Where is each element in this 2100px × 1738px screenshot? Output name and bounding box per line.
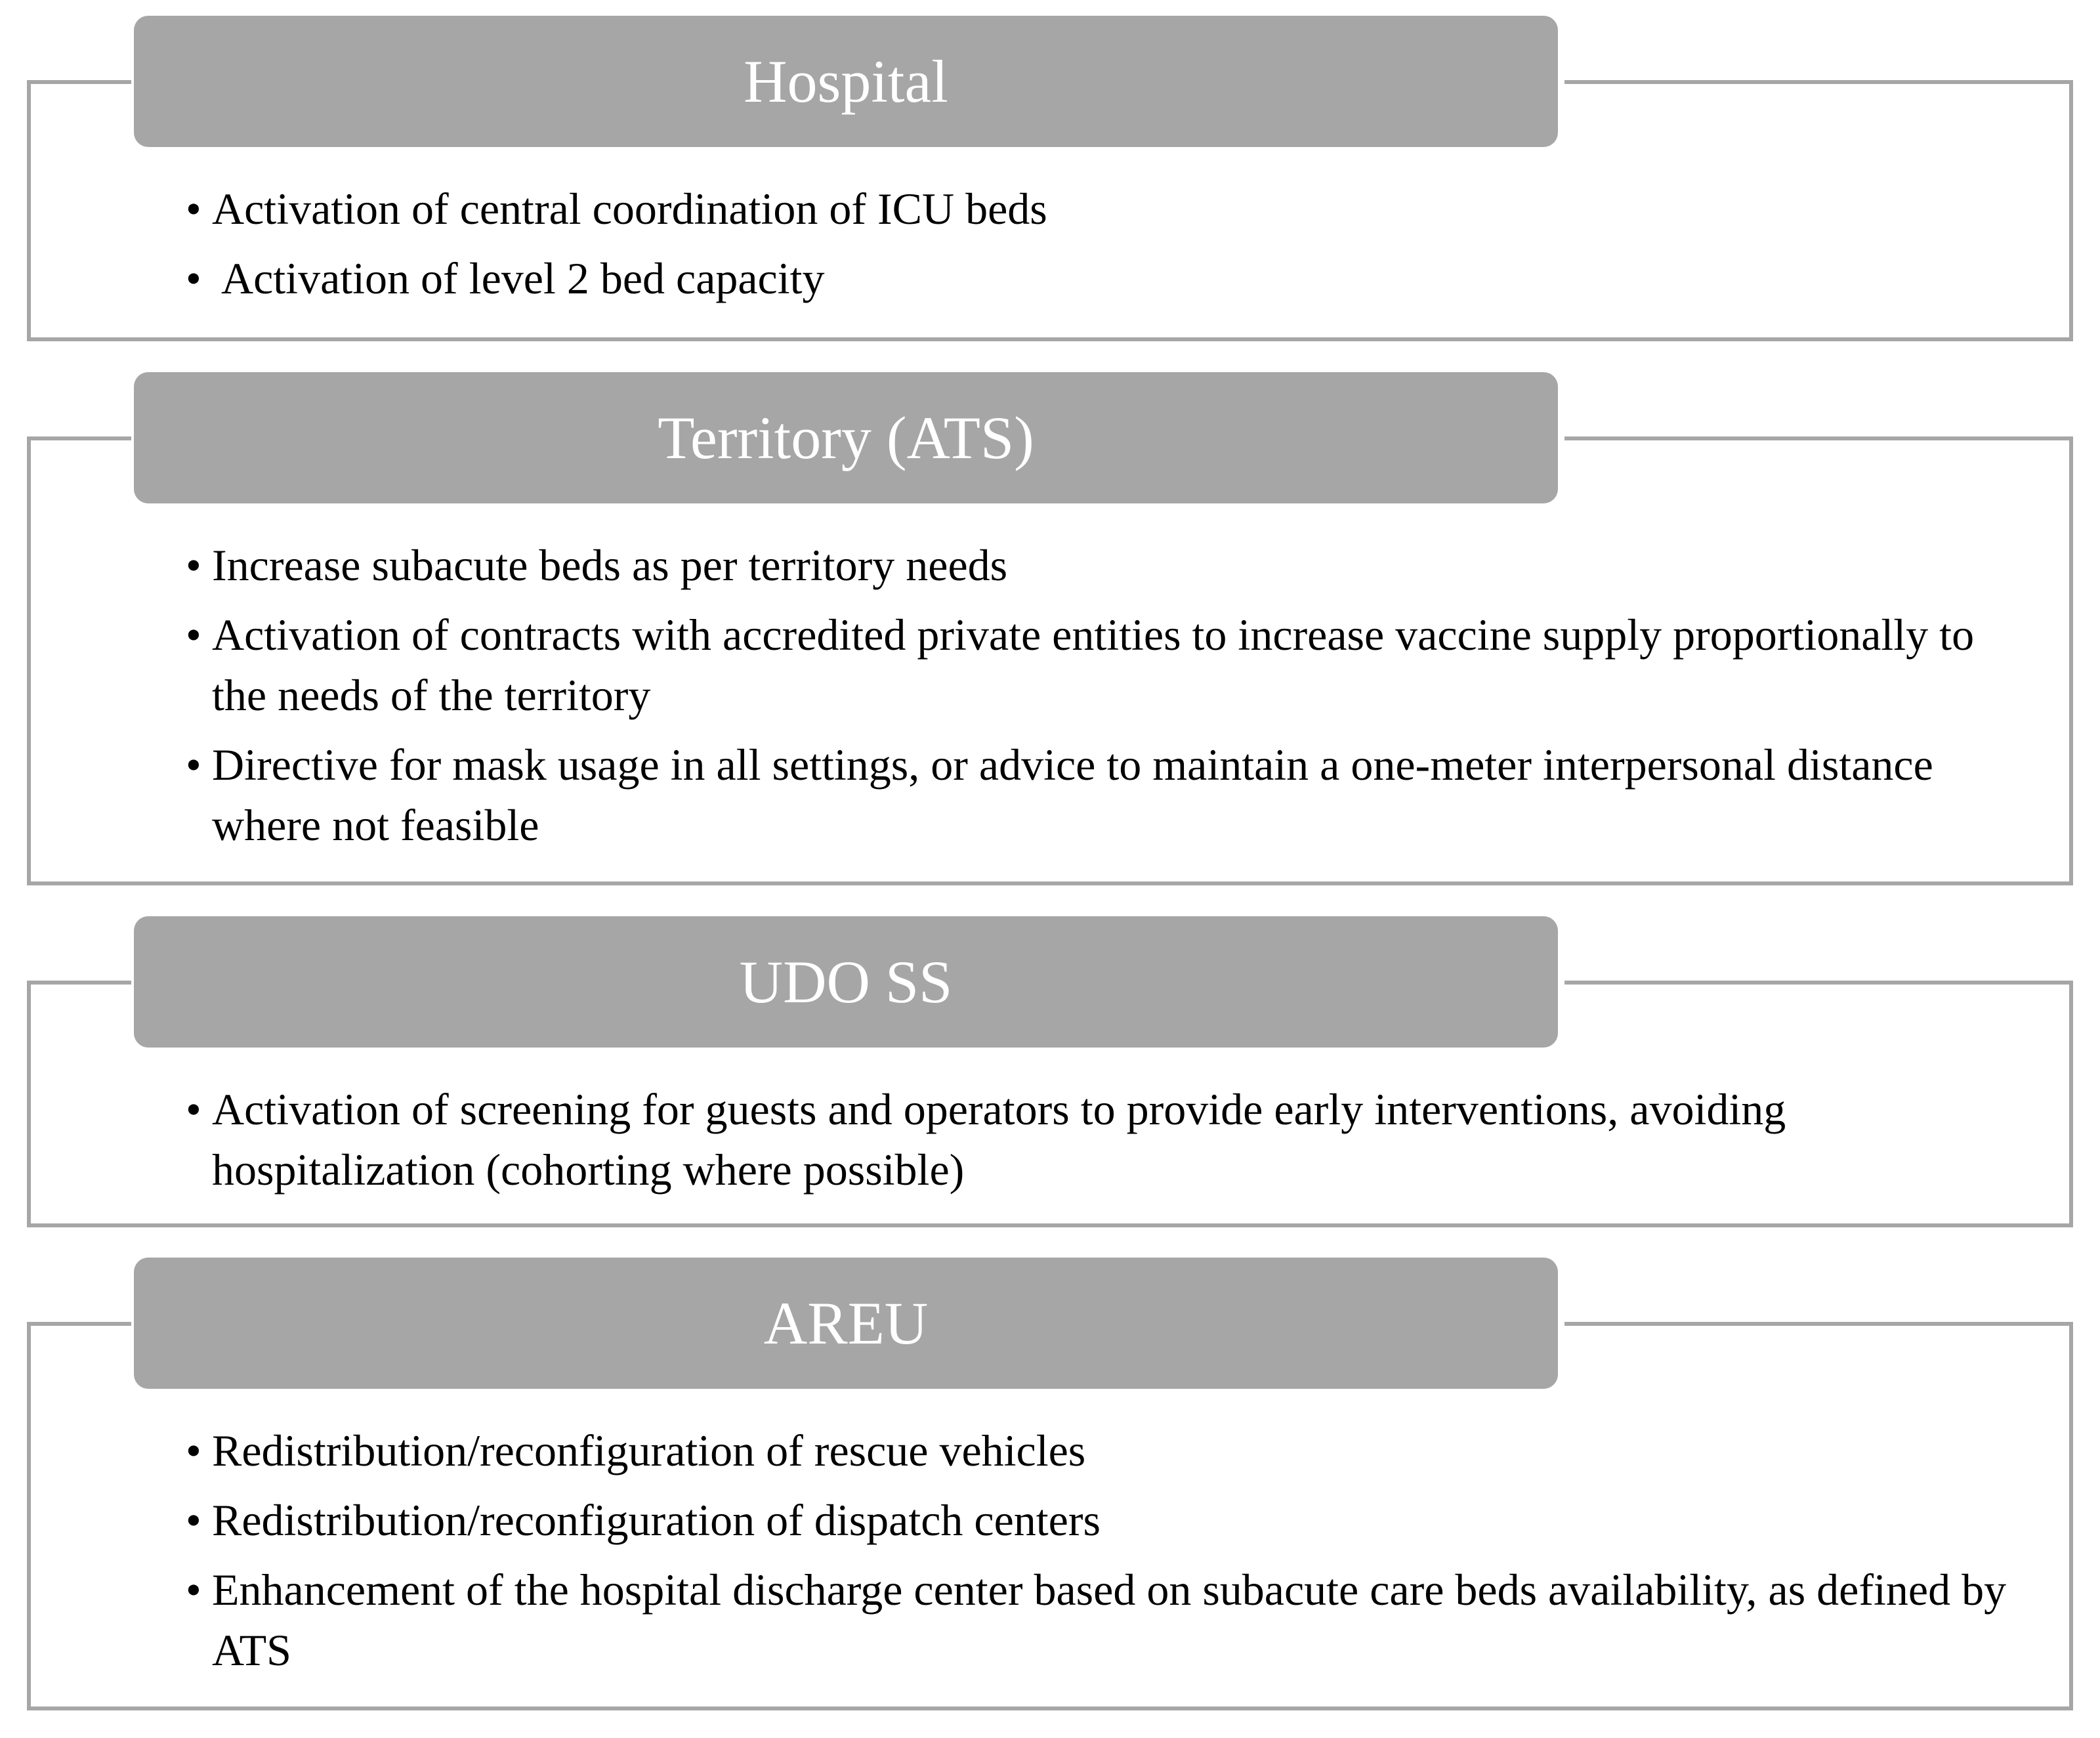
section-items-hospital — [186, 179, 2023, 318]
list-item — [186, 734, 2023, 855]
section-header-territory — [134, 372, 1558, 503]
bullet-icon: • — [186, 1565, 201, 1615]
section-items-territory — [186, 535, 2023, 864]
list-item — [186, 1079, 2023, 1200]
section-header-hospital — [134, 16, 1558, 147]
bullet-icon: • — [186, 540, 201, 590]
frame-top-line-right — [1564, 80, 2073, 84]
list-item — [186, 179, 2023, 239]
bullet-icon: • — [186, 253, 201, 303]
frame-top-line-left — [27, 981, 131, 985]
bullet-icon: • — [186, 1426, 201, 1475]
bullet-icon: • — [186, 740, 201, 790]
item-text: Redistribution/reconfiguration of dispatch centers — [212, 1495, 1101, 1545]
frame-top-line-left — [27, 80, 131, 84]
list-item — [186, 1420, 2023, 1481]
item-text: Increase subacute beds as per territory needs — [212, 540, 1008, 590]
frame-top-line-left — [27, 1322, 131, 1326]
item-text: Activation of level 2 bed capacity — [221, 253, 825, 303]
frame-top-line-right — [1564, 981, 2073, 985]
section-items-areu — [186, 1420, 2023, 1689]
list-item — [186, 1559, 2023, 1680]
section-items-udo-ss — [186, 1079, 2023, 1209]
bullet-icon: • — [186, 610, 201, 660]
list-item — [186, 248, 2023, 308]
item-text: Enhancement of the hospital discharge center based on subacute care beds availability, as defined by ATS — [212, 1565, 2007, 1675]
bullet-icon: • — [186, 184, 201, 234]
item-text: Redistribution/reconfiguration of rescue vehicles — [212, 1426, 1086, 1475]
list-item — [186, 1490, 2023, 1550]
section-title: Hospital — [744, 48, 948, 115]
section-title: UDO SS — [739, 948, 953, 1015]
list-item — [186, 535, 2023, 595]
section-header-areu — [134, 1258, 1558, 1389]
item-text: Directive for mask usage in all settings, or advice to maintain a one-meter interpersonal distance where not feasible — [212, 740, 1933, 850]
item-text: Activation of central coordination of ICU beds — [212, 184, 1047, 234]
section-title: Territory (ATS) — [658, 404, 1034, 471]
item-text: Activation of contracts with accredited private entities to increase vaccine supply proportionally to the needs of the territory — [212, 610, 1975, 720]
list-item — [186, 604, 2023, 725]
item-text: Activation of screening for guests and operators to provide early interventions, avoiding hospitalization (cohorting where possible) — [212, 1084, 1786, 1195]
section-title: AREU — [763, 1290, 929, 1357]
frame-top-line-left — [27, 436, 131, 440]
bullet-icon: • — [186, 1084, 201, 1134]
frame-top-line-right — [1564, 1322, 2073, 1326]
section-header-udo-ss — [134, 916, 1558, 1048]
frame-top-line-right — [1564, 436, 2073, 440]
bullet-icon: • — [186, 1495, 201, 1545]
